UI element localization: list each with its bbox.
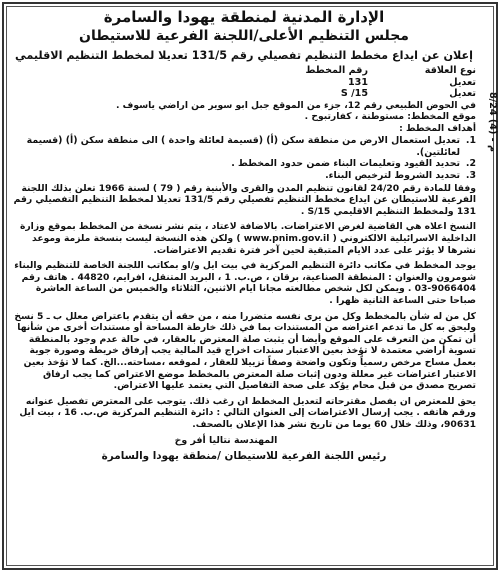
goal-item [12,135,476,158]
header-council: مجلس التنظيم الأعلى/اللجنة الفرعية للاستيطان [79,28,409,44]
plan-table-number: 131 [347,76,368,88]
notice-title: إعلان عن ايداع مخطط التنظيم تفصيلي رقم 131/5 تعديلا لمخطط التنظيم الاقليمي [15,49,473,62]
plan-table-type: تعديل [449,76,476,88]
side-reference [484,92,498,182]
signatory-name: المهندسة نتاليا أفر وخ [174,434,278,446]
goal-item [12,170,476,182]
plan-location: في الحوض الطبيعي رقم 12، جزء من الموقع جبل ابو سوير من اراضي ياسوف . [115,99,476,111]
objection-paragraph: كل من له شأن بالمخطط وكل من يرى نفسه متضررا منه ، من حقه أن يتقدم باعتراض معلل ب ـ 5 نسخ وليحق به كل ما تدعم اعتراضه من المستندات بما في ذلك خارطة المساحة أو مستندات أخرى من شأنها أن تمكن من التعرف على الموقع وأيضا أن يثبت صلة المعترض بالعقار، في حالة عدم وجود بالمنطقة تسوية أراضي معتمدة لا تؤخذ بعين الاعتبار سندات اخراج قيد المالية يجب إرفاق خريطة وصورة جوية بعمل مساح مرخص رسمياً وتكون واضحة وصفاً تزييلا للعقار ، لموقعه ،مساحته...الخ. كما لا تؤخذ بعين الاعتبار اعتراضات غير معللة ودون إثبات صلة المعترض بالمخطط موضع الاعتراض كما يجب ارفاق تصريح مصدق من قبل محام يؤكد على صحة التفاصيل التي يعتمد عليها الاعتراض. [14,310,476,392]
plan-table-type: تعديل [449,88,476,99]
goal-item [12,158,476,170]
plan-site: موقع المخطط: مستوطنة ، كفارتبوح . [304,111,476,123]
header-authority: الإدارة المدنية لمنطقة يهودا والسامرة [103,8,385,26]
copies-paragraph: النسخ اعلاه هي القاضية لغرض الاعتراضات. بالاضافة لاعتاد ، يتم نشر نسخة من المخطط بموقع وزارة الداخلية الاسرائيلية الالكتروني ( www.pnim.gov.il ) ولكن هذه النسخة ليست بنسخة ملزمة وموعد نشرها لا يؤثر على عدد الايام المتبقية لحين آخر فترة تقديم الاعتراضات. [19,221,476,256]
goal-text: تحديد الشروط لترخيص البناء. [325,170,460,182]
goal-number: 1. [465,135,476,147]
plan-table-type-header: نوع العلاقة [424,65,476,76]
goal-text: تعديل استعمال الارض من منطقة سكن (أ) (قسيمة لعائلة واحدة ) الى منطقة سكن (أ) (قسيمة لعائلتين). [26,135,460,158]
law-paragraph: وفقا للمادة رقم 24/20 لقانون تنظيم المدن والقرى والأبنية رقم ( 79 ) لسنة 1966 تعلن بذلك اللجنة الفرعية للاستيطان عن ايداع مخطط التنظيم تفصيلي رقم 131/5 تعديلا لمخطط التنظيم التفصيلي رقم 131 ولمخطط التنظيم الاقليمي S/15 . [13,182,476,217]
goal-number: 2. [465,158,476,170]
submission-paragraph: يحق للمعترض ان يفصل مقترحاته لتعديل المخطط ان رغب ذلك. يتوجب على المعترض تفصيل عنوانه ورقم هاتفه . يجب إرسال الاعتراضات إلى العنوان التالي : دائرة التنظيم المركزية ص.ب. 16 ، بيت ايل 90631، وذلك خلال 60 يوما من تاريخ نشر هذا الإعلان بالصحف. [19,395,476,430]
office-paragraph: يوجد المخطط في مكاتب دائرة التنظيم المركزية في بيت ايل و/او بمكاتب اللجنة الخاصة للتنظيم والبناء شومرون والعنوان : المنطقة الصناعية، برقان ، ص.ب. 1 ، البريد المتنقل، افرايم، 44820 . هاتف رقم 9066404-03 . ويمكن لكل شخص مطالعته مجانا ايام الاثنين، الثلاثاء والخميس من الساعة العاشرة صباحا حتى الساعة الثانية ظهرا . [14,260,476,306]
signatory-title: رئيس اللجنة الفرعية للاستيطان /منطقة يهودا والسامرة [101,449,387,462]
plan-table-number: S /15 [340,88,368,99]
goals-title: أهداف المخطط : [399,122,476,134]
notice-content [12,8,476,463]
plan-table [12,65,476,100]
side-reference-text: م - (4) 8/24 [487,92,498,153]
plan-table-number-header: رقم المخطط [305,65,368,76]
goal-number: 3. [465,170,476,182]
goal-text: تحديد القيود وتعليمات البناء ضمن حدود المخطط . [231,158,460,170]
goals-list [12,135,476,181]
